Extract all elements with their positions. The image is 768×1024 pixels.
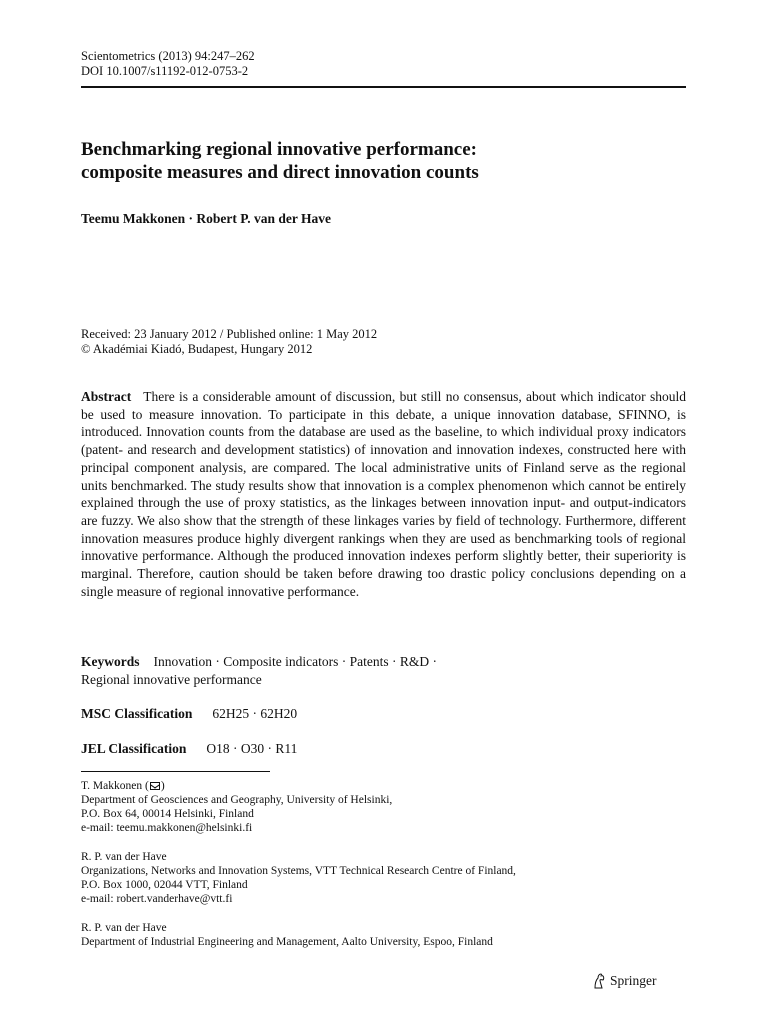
article-title-line-2: composite measures and direct innovation counts xyxy=(81,162,479,183)
publisher-logo xyxy=(592,972,657,990)
abstract-text: There is a considerable amount of discussion, but still no consensus, about which indicator should be used to measure innovation. To participate in this debate, a unique innovation database, SFINNO, is introduced. Innovation counts from the database are used as the baseline, to which individual proxy indicators (patent- and research and development statistics) of innovation and innovation indexes, constructed here with principal component analysis, are compared. The local administrative units of Finland serve as the regional units benchmarked. The study results show that innovation is a complex phenomenon which cannot be entirely explained through the use of proxy statistics, as the linkages between innovation input- and output-indicators are fuzzy. We also show that the strength of these linkages varies by field of technology. Furthermore, different innovation measures produce highly divergent rankings when they are used as benchmarking tools of regional innovative performance. Although the produced innovation indexes perform slightly better, their superiority is marginal. Therefore, caution should be taken before drawing too drastic policy conclusions depending on a single measure of regional innovative performance. xyxy=(81,389,686,599)
affiliation-line: P.O. Box 1000, 02044 VTT, Finland xyxy=(81,879,248,891)
header-rule xyxy=(81,86,686,88)
article-title xyxy=(81,138,686,184)
keywords-label: Keywords xyxy=(81,654,140,669)
msc-label: MSC Classification xyxy=(81,706,193,721)
affiliation-makkonen xyxy=(81,779,392,835)
affiliation-vanderhave-aalto xyxy=(81,921,493,949)
keywords-line-1: Innovation · Composite indicators · Patents · R&D · xyxy=(153,654,437,669)
jel-classification xyxy=(81,740,297,758)
journal-citation: Scientometrics (2013) 94:247–262 xyxy=(81,49,255,63)
affiliation-email: e-mail: teemu.makkonen@helsinki.fi xyxy=(81,822,253,834)
author-list: Teemu Makkonen · Robert P. van der Have xyxy=(81,211,332,226)
affiliation-line: Department of Industrial Engineering and Management, Aalto University, Espoo, Finland xyxy=(81,936,493,948)
journal-header xyxy=(81,49,255,79)
copyright-line: © Akadémiai Kiadó, Budapest, Hungary 2012 xyxy=(81,342,313,356)
msc-classification xyxy=(81,705,297,723)
affiliation-line: Organizations, Networks and Innovation Systems, VTT Technical Research Centre of Finland, xyxy=(81,865,516,877)
affiliation-line: P.O. Box 64, 00014 Helsinki, Finland xyxy=(81,808,254,820)
affiliation-name: R. P. van der Have xyxy=(81,922,167,934)
msc-value: 62H25 · 62H20 xyxy=(212,706,298,721)
keywords xyxy=(81,653,686,689)
publication-dates xyxy=(81,327,377,357)
affiliation-vanderhave-vtt xyxy=(81,850,516,906)
affiliation-email: e-mail: robert.vanderhave@vtt.fi xyxy=(81,893,233,905)
abstract-label: Abstract xyxy=(81,389,132,404)
affiliation-name: R. P. van der Have xyxy=(81,851,167,863)
jel-value: O18 · O30 · R11 xyxy=(206,741,298,756)
received-published-line: Received: 23 January 2012 / Published online: 1 May 2012 xyxy=(81,327,378,341)
abstract xyxy=(81,388,686,600)
article-title-line-1: Benchmarking regional innovative performance: xyxy=(81,139,477,160)
springer-horse-icon xyxy=(592,973,606,989)
doi: DOI 10.1007/s11192-012-0753-2 xyxy=(81,64,249,78)
jel-label: JEL Classification xyxy=(81,741,187,756)
email-envelope-icon xyxy=(150,782,160,790)
publisher-name: Springer xyxy=(610,973,657,988)
affiliation-line: Department of Geosciences and Geography, University of Helsinki, xyxy=(81,794,393,806)
article-first-page xyxy=(81,0,686,1024)
footnote-rule xyxy=(81,771,270,772)
keywords-line-2: Regional innovative performance xyxy=(81,672,262,687)
affiliation-name: T. Makkonen ( ) xyxy=(81,780,165,792)
